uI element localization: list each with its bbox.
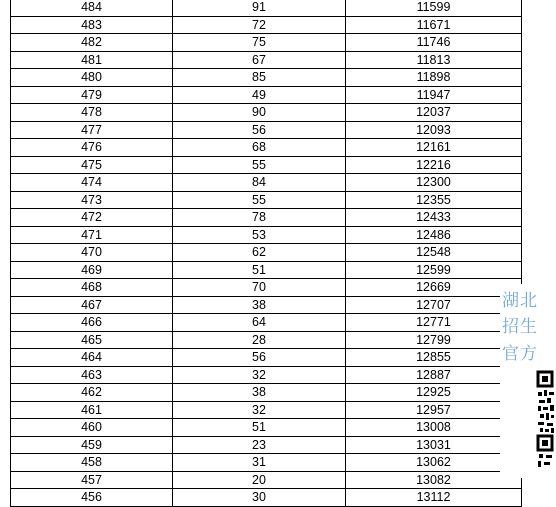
count-cell: 70 bbox=[173, 279, 346, 297]
count-cell: 75 bbox=[173, 34, 346, 52]
cumulative-cell: 11599 bbox=[346, 0, 522, 16]
count-cell: 23 bbox=[173, 436, 346, 454]
cumulative-cell: 12486 bbox=[346, 226, 522, 244]
score-cell: 476 bbox=[11, 139, 173, 157]
cumulative-cell: 12161 bbox=[346, 139, 522, 157]
table-row bbox=[11, 401, 522, 419]
score-cell: 472 bbox=[11, 209, 173, 227]
table-row bbox=[11, 51, 522, 69]
cumulative-cell: 13062 bbox=[346, 454, 522, 472]
cumulative-cell: 13008 bbox=[346, 419, 522, 437]
table-row bbox=[11, 226, 522, 244]
cumulative-cell: 11947 bbox=[346, 86, 522, 104]
score-cell: 466 bbox=[11, 314, 173, 332]
count-cell: 38 bbox=[173, 296, 346, 314]
table-row bbox=[11, 86, 522, 104]
count-cell: 51 bbox=[173, 419, 346, 437]
score-cell: 456 bbox=[11, 489, 173, 507]
table-row bbox=[11, 191, 522, 209]
cumulative-cell: 13031 bbox=[346, 436, 522, 454]
count-cell: 56 bbox=[173, 349, 346, 367]
count-cell: 31 bbox=[173, 454, 346, 472]
count-cell: 68 bbox=[173, 139, 346, 157]
cumulative-cell: 13112 bbox=[346, 489, 522, 507]
cumulative-cell: 12855 bbox=[346, 349, 522, 367]
score-cell: 457 bbox=[11, 471, 173, 489]
cumulative-cell: 11671 bbox=[346, 16, 522, 34]
score-cell: 464 bbox=[11, 349, 173, 367]
count-cell: 84 bbox=[173, 174, 346, 192]
cumulative-cell: 11898 bbox=[346, 69, 522, 87]
cumulative-cell: 13082 bbox=[346, 471, 522, 489]
watermark-text: 招生 bbox=[502, 317, 538, 337]
watermark-text: 湖北 bbox=[502, 291, 538, 311]
score-cell: 481 bbox=[11, 51, 173, 69]
count-cell: 56 bbox=[173, 121, 346, 139]
score-cell: 478 bbox=[11, 104, 173, 122]
count-cell: 38 bbox=[173, 384, 346, 402]
score-cell: 473 bbox=[11, 191, 173, 209]
score-cell: 459 bbox=[11, 436, 173, 454]
cumulative-cell: 12355 bbox=[346, 191, 522, 209]
table-body bbox=[11, 0, 522, 506]
score-cell: 467 bbox=[11, 296, 173, 314]
watermark-text: 官方 bbox=[502, 344, 538, 364]
score-cell: 469 bbox=[11, 261, 173, 279]
score-cell: 470 bbox=[11, 244, 173, 262]
score-cell: 471 bbox=[11, 226, 173, 244]
score-cell: 475 bbox=[11, 156, 173, 174]
count-cell: 20 bbox=[173, 471, 346, 489]
count-cell: 30 bbox=[173, 489, 346, 507]
score-cell: 458 bbox=[11, 454, 173, 472]
table-row bbox=[11, 69, 522, 87]
count-cell: 85 bbox=[173, 69, 346, 87]
qr-code-icon bbox=[536, 370, 556, 470]
table-row bbox=[11, 0, 522, 16]
score-cell: 477 bbox=[11, 121, 173, 139]
score-cell: 461 bbox=[11, 401, 173, 419]
table-row bbox=[11, 331, 522, 349]
count-cell: 51 bbox=[173, 261, 346, 279]
table-row bbox=[11, 121, 522, 139]
count-cell: 62 bbox=[173, 244, 346, 262]
cumulative-cell: 12037 bbox=[346, 104, 522, 122]
cumulative-cell: 12799 bbox=[346, 331, 522, 349]
table-row bbox=[11, 174, 522, 192]
table-row bbox=[11, 384, 522, 402]
table-row bbox=[11, 366, 522, 384]
count-cell: 78 bbox=[173, 209, 346, 227]
table-row bbox=[11, 314, 522, 332]
count-cell: 72 bbox=[173, 16, 346, 34]
table-row bbox=[11, 349, 522, 367]
count-cell: 55 bbox=[173, 191, 346, 209]
count-cell: 90 bbox=[173, 104, 346, 122]
cumulative-cell: 12771 bbox=[346, 314, 522, 332]
cumulative-cell: 12433 bbox=[346, 209, 522, 227]
count-cell: 32 bbox=[173, 366, 346, 384]
score-cell: 484 bbox=[11, 0, 173, 16]
table-row bbox=[11, 104, 522, 122]
score-cell: 462 bbox=[11, 384, 173, 402]
table-row bbox=[11, 139, 522, 157]
table-row bbox=[11, 156, 522, 174]
table-row bbox=[11, 244, 522, 262]
score-cell: 474 bbox=[11, 174, 173, 192]
table-row bbox=[11, 419, 522, 437]
table-row bbox=[11, 489, 522, 507]
count-cell: 91 bbox=[173, 0, 346, 16]
cumulative-cell: 12669 bbox=[346, 279, 522, 297]
cumulative-cell: 11813 bbox=[346, 51, 522, 69]
score-cell: 463 bbox=[11, 366, 173, 384]
table-row bbox=[11, 471, 522, 489]
count-cell: 55 bbox=[173, 156, 346, 174]
cumulative-cell: 12925 bbox=[346, 384, 522, 402]
watermark-overlay bbox=[500, 284, 550, 478]
score-rank-table bbox=[10, 0, 522, 507]
count-cell: 28 bbox=[173, 331, 346, 349]
count-cell: 64 bbox=[173, 314, 346, 332]
table-row bbox=[11, 261, 522, 279]
score-cell: 480 bbox=[11, 69, 173, 87]
count-cell: 49 bbox=[173, 86, 346, 104]
score-cell: 460 bbox=[11, 419, 173, 437]
score-cell: 479 bbox=[11, 86, 173, 104]
cumulative-cell: 12093 bbox=[346, 121, 522, 139]
score-cell: 483 bbox=[11, 16, 173, 34]
table-row bbox=[11, 34, 522, 52]
score-cell: 468 bbox=[11, 279, 173, 297]
table-row bbox=[11, 279, 522, 297]
score-cell: 465 bbox=[11, 331, 173, 349]
cumulative-cell: 12216 bbox=[346, 156, 522, 174]
score-cell: 482 bbox=[11, 34, 173, 52]
cumulative-cell: 11746 bbox=[346, 34, 522, 52]
cumulative-cell: 12548 bbox=[346, 244, 522, 262]
table-row bbox=[11, 209, 522, 227]
cumulative-cell: 12707 bbox=[346, 296, 522, 314]
table-row bbox=[11, 454, 522, 472]
table-row bbox=[11, 16, 522, 34]
cumulative-cell: 12300 bbox=[346, 174, 522, 192]
cumulative-cell: 12957 bbox=[346, 401, 522, 419]
count-cell: 67 bbox=[173, 51, 346, 69]
count-cell: 32 bbox=[173, 401, 346, 419]
table-row bbox=[11, 296, 522, 314]
cumulative-cell: 12887 bbox=[346, 366, 522, 384]
count-cell: 53 bbox=[173, 226, 346, 244]
cumulative-cell: 12599 bbox=[346, 261, 522, 279]
table-row bbox=[11, 436, 522, 454]
